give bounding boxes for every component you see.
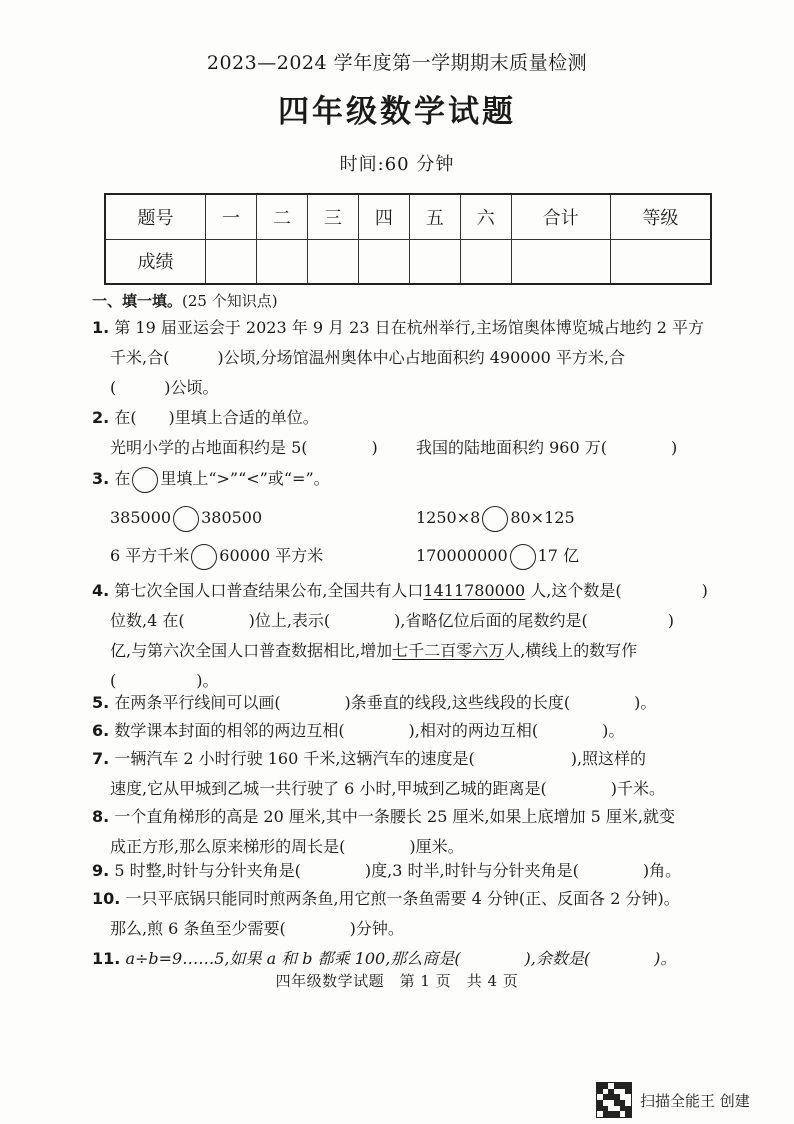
question-subitem: 光明小学的占地面积约是 5( )	[110, 438, 378, 457]
question-number: 1.	[92, 318, 110, 337]
exam-time: 时间:60 分钟	[339, 154, 455, 175]
question-text: 数学课本封面的相邻的两边互相( ),相对的两边互相( )。	[114, 721, 625, 740]
question-9	[92, 856, 732, 886]
score-cell	[256, 239, 307, 284]
question-number: 5.	[92, 693, 110, 712]
question-text: 一个直角梯形的高是 20 厘米,其中一条腰长 25 厘米,如果上底增加 5 厘米,就变	[114, 807, 675, 826]
question-8	[92, 802, 732, 862]
score-header-cell: 三	[307, 194, 358, 239]
compare-circle[interactable]	[191, 544, 217, 570]
compare-left: 170000000	[416, 546, 508, 565]
question-10	[92, 884, 732, 944]
question-text: a÷b=9……5,如果 a 和 b 都乘 100,那么商是( ),余数是( )。	[125, 949, 677, 968]
question-5	[92, 688, 732, 718]
question-number: 2.	[92, 408, 110, 427]
question-text: 成正方形,那么原来梯形的周长是( )厘米。	[110, 837, 464, 856]
question-number: 10.	[92, 889, 121, 908]
question-number: 6.	[92, 721, 110, 740]
compare-circle[interactable]	[482, 506, 508, 532]
question-3-row-1	[92, 503, 732, 533]
compare-right: 380500	[201, 508, 263, 527]
score-header-cell: 一	[206, 194, 257, 239]
score-cell	[460, 239, 511, 284]
question-text: 位数,4 在( )位上,表示( ),省略亿位后面的尾数约是( )	[110, 611, 674, 630]
compare-circle[interactable]	[173, 506, 199, 532]
score-cell	[409, 239, 460, 284]
question-3	[92, 464, 732, 494]
question-text: 在	[114, 469, 131, 488]
question-number: 3.	[92, 469, 110, 488]
compare-right: 80×125	[510, 508, 575, 527]
section-note: (25 个知识点)	[182, 292, 278, 310]
scanner-brand	[596, 1082, 750, 1118]
score-row-label: 成绩	[105, 239, 206, 284]
question-subitem: 我国的陆地面积约 960 万( )	[416, 438, 678, 457]
question-number: 8.	[92, 807, 110, 826]
question-text: 在两条平行线间可以画( )条垂直的线段,这些线段的长度( )。	[114, 693, 657, 712]
question-text: 人,横线上的数写作	[504, 641, 638, 660]
question-7	[92, 744, 732, 804]
section-heading	[92, 290, 278, 311]
question-text: 千米,合( )公顷,分场馆温州奥体中心占地面积约 490000 平方米,合	[110, 348, 625, 367]
page-footer: 四年级数学试题 第 1 页 共 4 页	[275, 972, 519, 990]
score-cell	[358, 239, 409, 284]
score-cell	[206, 239, 257, 284]
compare-left: 385000	[110, 508, 172, 527]
question-number: 11.	[92, 949, 121, 968]
score-cell	[511, 239, 610, 284]
question-number: 9.	[92, 861, 110, 880]
question-text: 5 时整,时针与分针夹角是( )度,3 时半,时针与分针夹角是( )角。	[114, 861, 682, 880]
score-header-cell: 五	[409, 194, 460, 239]
question-text: ( )。	[110, 671, 219, 690]
question-1	[92, 313, 732, 403]
question-text: 一辆汽车 2 小时行驶 160 千米,这辆汽车的速度是( ),照这样的	[114, 749, 647, 768]
compare-left: 1250×8	[416, 508, 481, 527]
question-text: ( )公顷。	[110, 378, 219, 397]
exam-title: 四年级数学试题	[278, 94, 516, 130]
question-number: 4.	[92, 581, 110, 600]
compare-right: 60000 平方米	[219, 546, 324, 565]
score-table-header-row	[105, 194, 711, 239]
compare-circle[interactable]	[132, 467, 158, 493]
question-text: 亿,与第六次全国人口普查数据相比,增加	[110, 641, 393, 660]
score-header-cell: 二	[256, 194, 307, 239]
question-2	[92, 403, 732, 463]
underlined-number: 1411780000	[423, 581, 526, 600]
brand-text: 扫描全能王 创建	[640, 1091, 750, 1110]
question-text: 一只平底锅只能同时煎两条鱼,用它煎一条鱼需要 4 分钟(正、反面各 2 分钟)。	[125, 889, 680, 908]
compare-left: 6 平方千米	[110, 546, 190, 565]
question-text: 里填上“>”“<”或“=”。	[160, 469, 330, 488]
score-header-cell: 六	[460, 194, 511, 239]
score-cell	[307, 239, 358, 284]
exam-subtitle: 2023—2024 学年度第一学期期末质量检测	[206, 52, 588, 74]
question-text: 人,这个数是( )	[525, 581, 708, 600]
underlined-number: 七千二百零六万	[392, 641, 505, 660]
question-3-row-2	[92, 541, 732, 571]
question-text: 那么,煎 6 条鱼至少需要( )分钟。	[110, 919, 404, 938]
question-text: 在( )里填上合适的单位。	[114, 408, 319, 427]
compare-right: 17 亿	[537, 546, 580, 565]
qr-code-icon	[596, 1082, 632, 1118]
question-number: 7.	[92, 749, 110, 768]
score-header-cell: 四	[358, 194, 409, 239]
score-header-cell: 合计	[511, 194, 610, 239]
question-6	[92, 716, 732, 746]
score-header-cell: 题号	[105, 194, 206, 239]
score-table	[104, 193, 712, 285]
question-text: 速度,它从甲城到乙城一共行驶了 6 小时,甲城到乙城的距离是( )千米。	[110, 779, 666, 798]
question-text: 第 19 届亚运会于 2023 年 9 月 23 日在杭州举行,主场馆奥体博览城占地约 2 平方	[114, 318, 705, 337]
score-table-score-row	[105, 239, 711, 284]
question-4	[92, 576, 732, 696]
question-text: 第七次全国人口普查结果公布,全国共有人口	[114, 581, 424, 600]
score-cell	[610, 239, 711, 284]
compare-circle[interactable]	[510, 544, 536, 570]
score-header-cell: 等级	[610, 194, 711, 239]
section-title: 一、填一填。	[92, 292, 183, 310]
